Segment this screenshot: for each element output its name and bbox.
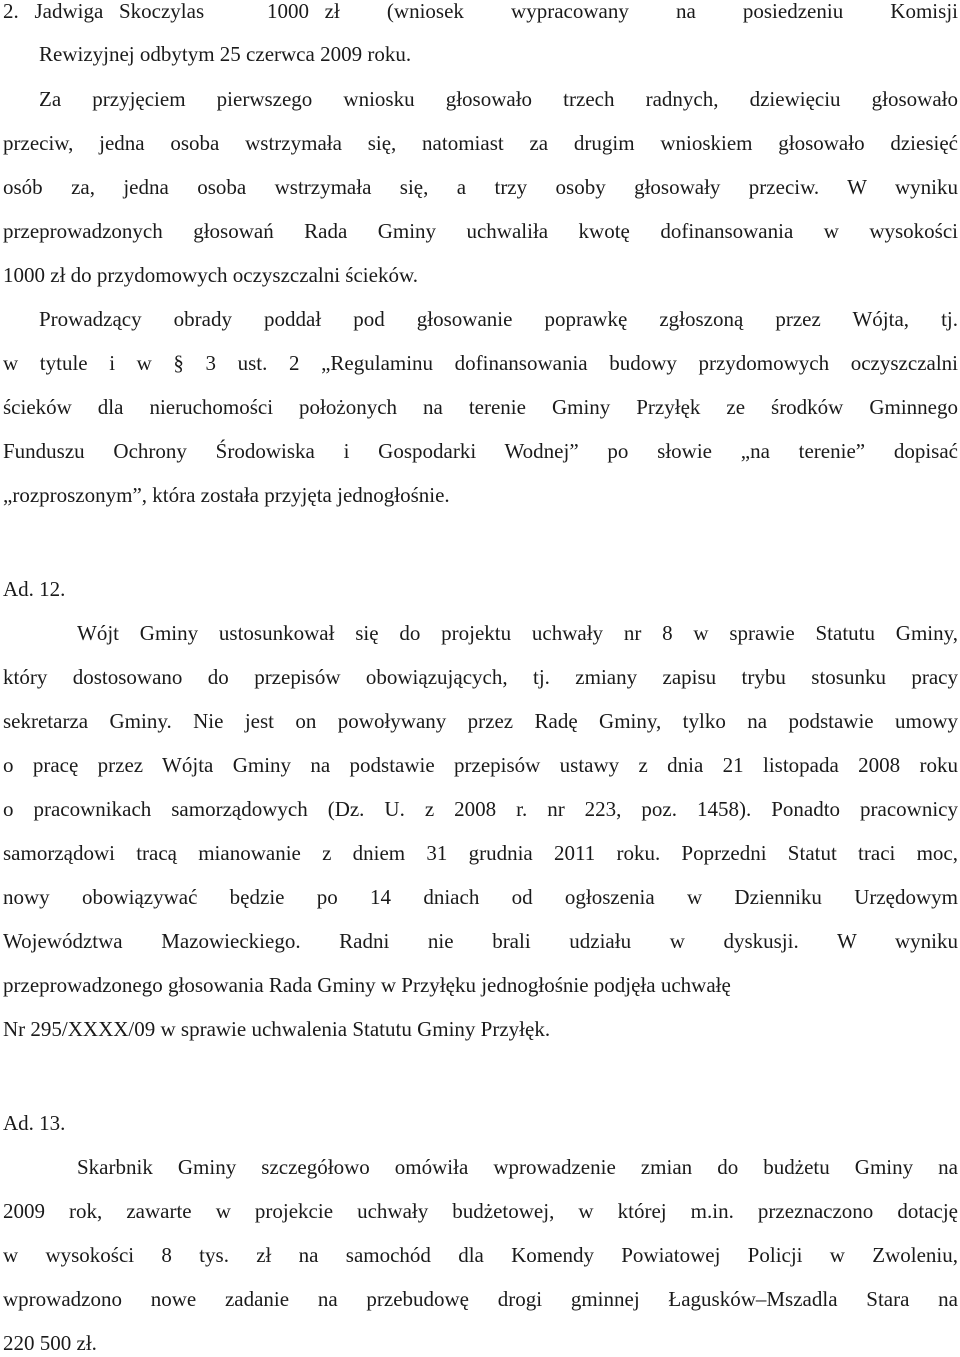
paragraph-votes-line-5: 1000 zł do przydomowych oczyszczalni ścieków.: [3, 263, 419, 287]
ad-12-line-2: który dostosowano do przepisów obowiązujących, tj. zmiany zapisu trybu stosunku pracy: [3, 665, 958, 689]
list-item-2-line-1: 2. Jadwiga Skoczylas 1000 zł (wniosek wypracowany na posiedzeniu Komisji: [3, 0, 958, 23]
ad-13-line-1: Skarbnik Gminy szczegółowo omówiła wprowadzenie zmian do budżetu Gminy na: [77, 1155, 958, 1179]
ad-12-line-4: o pracę przez Wójta Gminy na podstawie przepisów ustawy z dnia 21 listopada 2008 roku: [3, 753, 958, 777]
paragraph-amendment-line-2: w tytule i w § 3 ust. 2 „Regulaminu dofinansowania budowy przydomowych oczyszczalni: [3, 351, 958, 375]
ad-12-line-3: sekretarza Gminy. Nie jest on powoływany przez Radę Gminy, tylko na podstawie umowy: [3, 709, 958, 733]
paragraph-votes-line-3: osób za, jedna osoba wstrzymała się, a trzy osoby głosowały przeciw. W wyniku: [3, 175, 958, 199]
section-heading-ad-12: Ad. 12.: [3, 577, 66, 601]
paragraph-amendment-line-5: „rozproszonym”, która została przyjęta jednogłośnie.: [3, 483, 450, 507]
paragraph-amendment-line-1: Prowadzący obrady poddał pod głosowanie poprawkę zgłoszoną przez Wójta, tj.: [39, 307, 958, 331]
ad-12-line-10: Nr 295/XXXX/09 w sprawie uchwalenia Statutu Gminy Przyłęk.: [3, 1017, 551, 1041]
ad-12-line-9: przeprowadzonego głosowania Rada Gminy w Przyłęku jednogłośnie podjęła uchwałę: [3, 973, 731, 997]
paragraph-votes-line-2: przeciw, jedna osoba wstrzymała się, natomiast za drugim wnioskiem głosowało dziesięć: [3, 131, 958, 155]
ad-13-line-3: w wysokości 8 tys. zł na samochód dla Komendy Powiatowej Policji w Zwoleniu,: [3, 1243, 958, 1267]
ad-12-line-6: samorządowi tracą mianowanie z dniem 31 grudnia 2011 roku. Poprzedni Statut traci moc,: [3, 841, 958, 865]
paragraph-amendment-line-3: ścieków dla nieruchomości położonych na terenie Gminy Przyłęk ze środków Gminnego: [3, 395, 958, 419]
paragraph-votes-line-4: przeprowadzonych głosowań Rada Gminy uchwaliła kwotę dofinansowania w wysokości: [3, 219, 958, 243]
ad-13-line-4: wprowadzono nowe zadanie na przebudowę drogi gminnej Łagusków–Mszadla Stara na: [3, 1287, 958, 1311]
ad-12-line-5: o pracownikach samorządowych (Dz. U. z 2008 r. nr 223, poz. 1458). Ponadto pracownicy: [3, 797, 958, 821]
paragraph-amendment-line-4: Funduszu Ochrony Środowiska i Gospodarki Wodnej” po słowie „na terenie” dopisać: [3, 439, 958, 463]
list-item-2-line-2: Rewizyjnej odbytym 25 czerwca 2009 roku.: [39, 42, 412, 66]
ad-13-line-2: 2009 rok, zawarte w projekcie uchwały budżetowej, w której m.in. przeznaczono dotację: [3, 1199, 958, 1223]
ad-12-line-7: nowy obowiązywać będzie po 14 dniach od ogłoszenia w Dzienniku Urzędowym: [3, 885, 958, 909]
ad-12-line-1: Wójt Gminy ustosunkował się do projektu uchwały nr 8 w sprawie Statutu Gminy,: [77, 621, 958, 645]
ad-12-line-8: Województwa Mazowieckiego. Radni nie brali udziału w dyskusji. W wyniku: [3, 929, 958, 953]
paragraph-votes-line-1: Za przyjęciem pierwszego wniosku głosowało trzech radnych, dziewięciu głosowało: [39, 87, 958, 111]
section-heading-ad-13: Ad. 13.: [3, 1111, 66, 1135]
ad-13-line-5: 220 500 zł.: [3, 1331, 97, 1355]
